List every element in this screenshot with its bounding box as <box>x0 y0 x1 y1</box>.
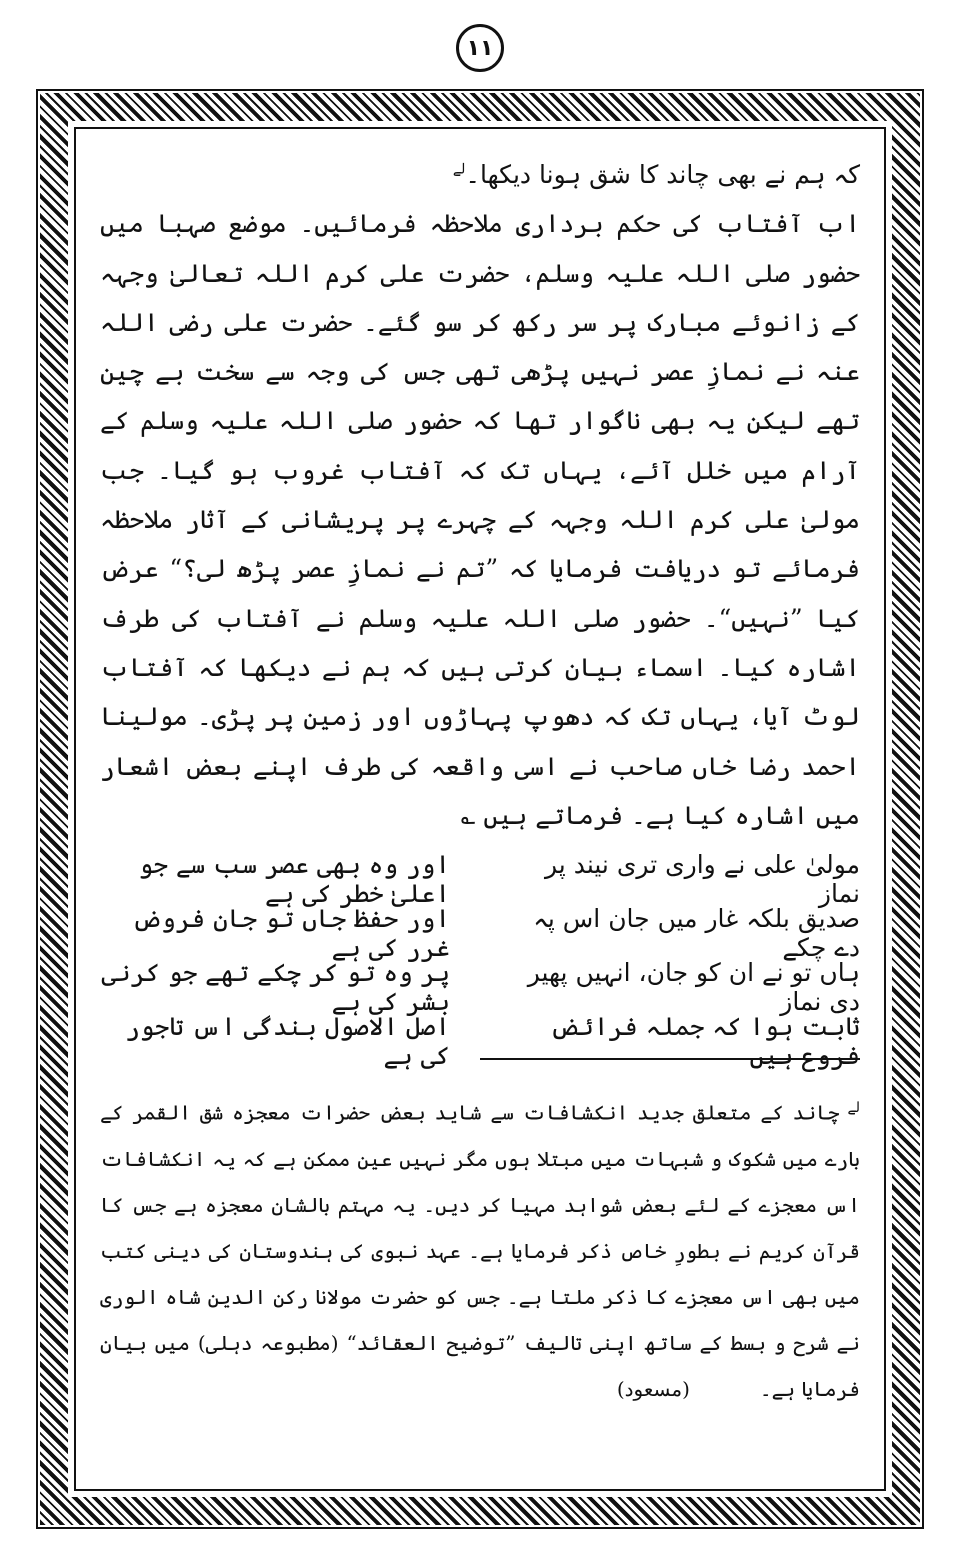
couplet <box>100 958 860 1017</box>
footnote-text: چاند کے متعلق جدید انکشافات سے شاید بعض حضرات معجزہ شق القمر کے بارے میں شکوک و شبہات میں مبتلا ہوں مگر نہیں عین ممکن ہے کہ یہ انکشافات اس معجزے کے لئے بعض شواہد مہیا کر دیں۔ یہ مہتم بالشان معجزہ ہے جس کا قرآن کریم نے بطورِ خاص ذکر فرمایا ہے۔ عہد نبوی کی ہندوستان کی دینی کتب میں بھی اس معجزے کا ذکر ملتا ہے۔ جس کو حضرت مولانا رکن الدین شاہ الوری نے شرح و بسط کے ساتھ اپنی تالیف ”توضیح العقائد“ (مطبوعہ دہلی) میں بیان فرمایا ہے۔ <box>100 1100 860 1401</box>
couplet-second-line: اور وہ بھی عصر سب سے جو اعلیٰ خطر کی ہے <box>138 850 450 909</box>
couplet <box>100 1012 860 1071</box>
opening-line-text: کہ ہم نے بھی چاند کا شق ہونا دیکھا۔ <box>465 160 860 189</box>
opening-line <box>100 150 860 199</box>
page-content <box>100 150 860 1470</box>
couplet <box>100 904 860 963</box>
footnote-signature: (مسعود) <box>616 1376 690 1401</box>
footnote-separator <box>480 1058 860 1060</box>
couplet-second-line: اصل الاصول بندگی اس تاجور کی ہے <box>125 1012 450 1071</box>
couplet-first-line: مولیٰ علی نے واری تری نیند پر نماز <box>545 850 860 909</box>
couplet-first-line: ثابت ہوا کہ جملہ فرائض فروع ہیں <box>549 1012 860 1071</box>
couplet-second-line: پر وہ تو کر چکے تھے جو کرنی بشر کی ہے <box>101 958 450 1017</box>
couplet-first-line: ہاں تو نے ان کو جان، انہیں پھیر دی نماز <box>527 958 860 1017</box>
footnote-paragraph <box>100 1085 860 1412</box>
poem <box>100 850 860 1071</box>
footnote <box>100 1085 860 1412</box>
couplet-second-line: اور حفظ جاں تو جان فروض غرر کی ہے <box>131 904 450 963</box>
footnote-reference: لے <box>452 161 466 178</box>
footnote-marker: لے <box>847 1100 860 1116</box>
main-paragraph: اب آفتاب کی حکم برداری ملاحظہ فرمائیں۔ موضع صہبا میں حضور صلی اللہ علیہ وسلم، حضرت علی کرم اللہ تعالیٰ وجہہ کے زانوئے مبارک پر سر رکھ کر سو گئے۔ حضرت علی رضی اللہ عنہ نے نمازِ عصر نہیں پڑھی تھی جس کی وجہ سے سخت بے چین تھے لیکن یہ بھی ناگوار تھا کہ حضور صلی اللہ علیہ وسلم کے آرام میں خلل آئے، یہاں تک کہ آفتاب غروب ہو گیا۔ جب مولیٰ علی کرم اللہ وجہہ کے چہرے پر پریشانی کے آثار ملاحظہ فرمائے تو دریافت فرمایا کہ ”تم نے نمازِ عصر پڑھ لی؟“ عرض کیا ”نہیں“۔ حضور صلی اللہ علیہ وسلم نے آفتاب کی طرف اشارہ کیا۔ اسماء بیان کرتی ہیں کہ ہم نے دیکھا کہ آفتاب لوٹ آیا، یہاں تک کہ دھوپ پہاڑوں اور زمین پر پڑی۔ مولینا احمد رضا خاں صاحب نے اسی واقعہ کی طرف اپنے بعض اشعار میں اشارہ کیا ہے۔ فرماتے ہیں ؎ <box>100 209 860 830</box>
page-number: ۱۱ <box>456 24 504 72</box>
couplet <box>100 850 860 909</box>
main-text <box>100 150 860 840</box>
couplet-first-line: صدیق بلکہ غار میں جان اس پہ دے چکے <box>533 904 860 963</box>
